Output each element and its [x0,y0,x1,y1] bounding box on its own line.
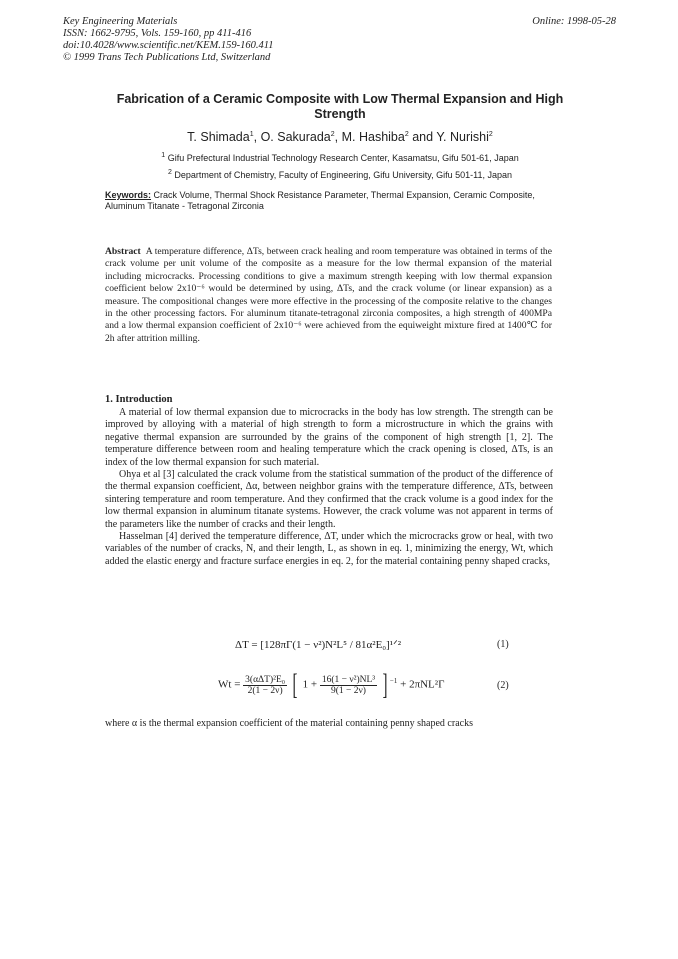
affiliation-1 [60,153,620,163]
equation-1: ΔT = [128πΓ(1 − ν²)N²L⁵ / 81α²E₀]¹ᐟ² [235,639,402,651]
affiliation-marker: 1 [249,130,254,138]
author-separator: and [408,130,437,144]
abstract-text: A temperature difference, ΔTs, between crack healing and room temperature was obtained in terms of the crack volume per unit volume of the composite as a measure for the low thermal expansion of the material including microcracks. Processing conditions to give a maximum strength keeping with low thermal expansion coefficient below 2x10⁻⁶ would be determined by using, ΔTs, and the crack volume (or linear expansion) as a measure. The compositional changes were more effective in the processing of the composite relative to the changes in the other processing factors. For aluminum titanate-tetragonal zirconia composites, a high strength of 400MPa and a low thermal expansion coefficient of 2x10⁻⁶ were achieved from the equiweight mixture fired at 1400℃ for 2h after attrition milling. [105,246,552,344]
copyright-line: © 1999 Trans Tech Publications Ltd, Switzerland [63,52,271,63]
fraction-denominator: 9(1 − 2ν) [330,685,366,696]
issn-line: ISSN: 1662-9795, Vols. 159-160, pp 411-416 [63,28,252,39]
abstract-label: Abstract [105,246,141,257]
fraction-numerator: 3(αΔT)²E₀ [245,674,286,685]
affiliation-2 [60,170,620,180]
section-heading: 1. Introduction [105,394,173,405]
fraction [320,675,377,696]
abstract [105,246,552,345]
fraction-numerator: 16(1 − ν²)NL³ [321,674,376,685]
affiliation-marker: 2 [404,130,409,138]
fraction-denominator: 2(1 − 2ν) [247,685,283,696]
author-name: T. Shimada [187,130,250,144]
paper-title: Fabrication of a Ceramic Composite with Low Thermal Expansion and High Strength [116,92,564,121]
keywords [105,190,553,212]
affiliation-marker: 2 [488,130,493,138]
affiliation-marker: 2 [167,169,172,176]
author-list [60,130,620,144]
equation-term: + 2πNL²Γ [400,678,445,691]
right-bracket: ] [382,668,388,701]
equation-exponent: −1 [389,676,398,685]
keywords-label: Keywords: [105,190,152,200]
equation-number: (2) [497,680,509,691]
affiliation-marker: 1 [161,152,166,159]
doi-line: doi:10.4028/www.scientific.net/KEM.159-160.411 [63,40,274,51]
left-bracket: [ [292,668,298,701]
author-name: Y. Nurishi [436,130,489,144]
paragraph: Hasselman [4] derived the temperature difference, ΔT, under which the microcracks grow or heal, with two variables of the number of cracks, N, and their length, L, as shown in eq. 1, minimizing the energy, Wt, which added the elastic energy and fracture surface energies in eq. 2, for the material containing penny shaped cracks, [105,531,553,567]
online-date: Online: 1998-05-28 [532,16,616,27]
author-separator: , [253,130,261,144]
journal-name: Key Engineering Materials [63,16,178,27]
affiliation-marker: 2 [330,130,335,138]
equation-lhs: Wt = [218,678,241,691]
introduction-body [105,407,553,568]
affiliation-text: Department of Chemistry, Faculty of Engineering, Gifu University, Gifu 501-11, Japan [174,170,513,180]
equation-2 [218,670,444,700]
paragraph: A material of low thermal expansion due to microcracks in the body has low strength. The strength can be improved by alloying with a material of high strength to form a microstructure in which the grains with negative thermal expansion are surrounded by the grains of the component of high strength [1, 2]. The temperature difference between room and healing temperature which the crack opening is closed, ΔTs, is an index of the low thermal expansion for such material. [105,407,553,468]
author-name: M. Hashiba [341,130,405,144]
affiliation-text: Gifu Prefectural Industrial Technology Research Center, Kasamatsu, Gifu 501-61, Japan [167,153,519,163]
equation-number: (1) [497,639,509,650]
closing-text: where α is the thermal expansion coefficient of the material containing penny shaped cracks [105,718,473,729]
paragraph: Ohya et al [3] calculated the crack volume from the statistical summation of the product of the difference of the thermal expansion coefficient, Δα, between neighbor grains with the temperature difference, ΔTs, between sintering temperature and room temperature. And they confirmed that the crack volume is a good index for the low thermal expansion in aluminum titanate systems. However, the crack volume was not apparent in terms of the parameters like the number of cracks and their length. [105,469,553,530]
author-separator: , [334,130,342,144]
keywords-text: Crack Volume, Thermal Shock Resistance Parameter, Thermal Expansion, Ceramic Composite, Aluminum Titanate - Tetragonal Zirconia [105,190,535,211]
author-name: O. Sakurada [260,130,331,144]
fraction [243,675,287,696]
journal-header [63,16,273,64]
equation-term: 1 + [302,678,318,691]
